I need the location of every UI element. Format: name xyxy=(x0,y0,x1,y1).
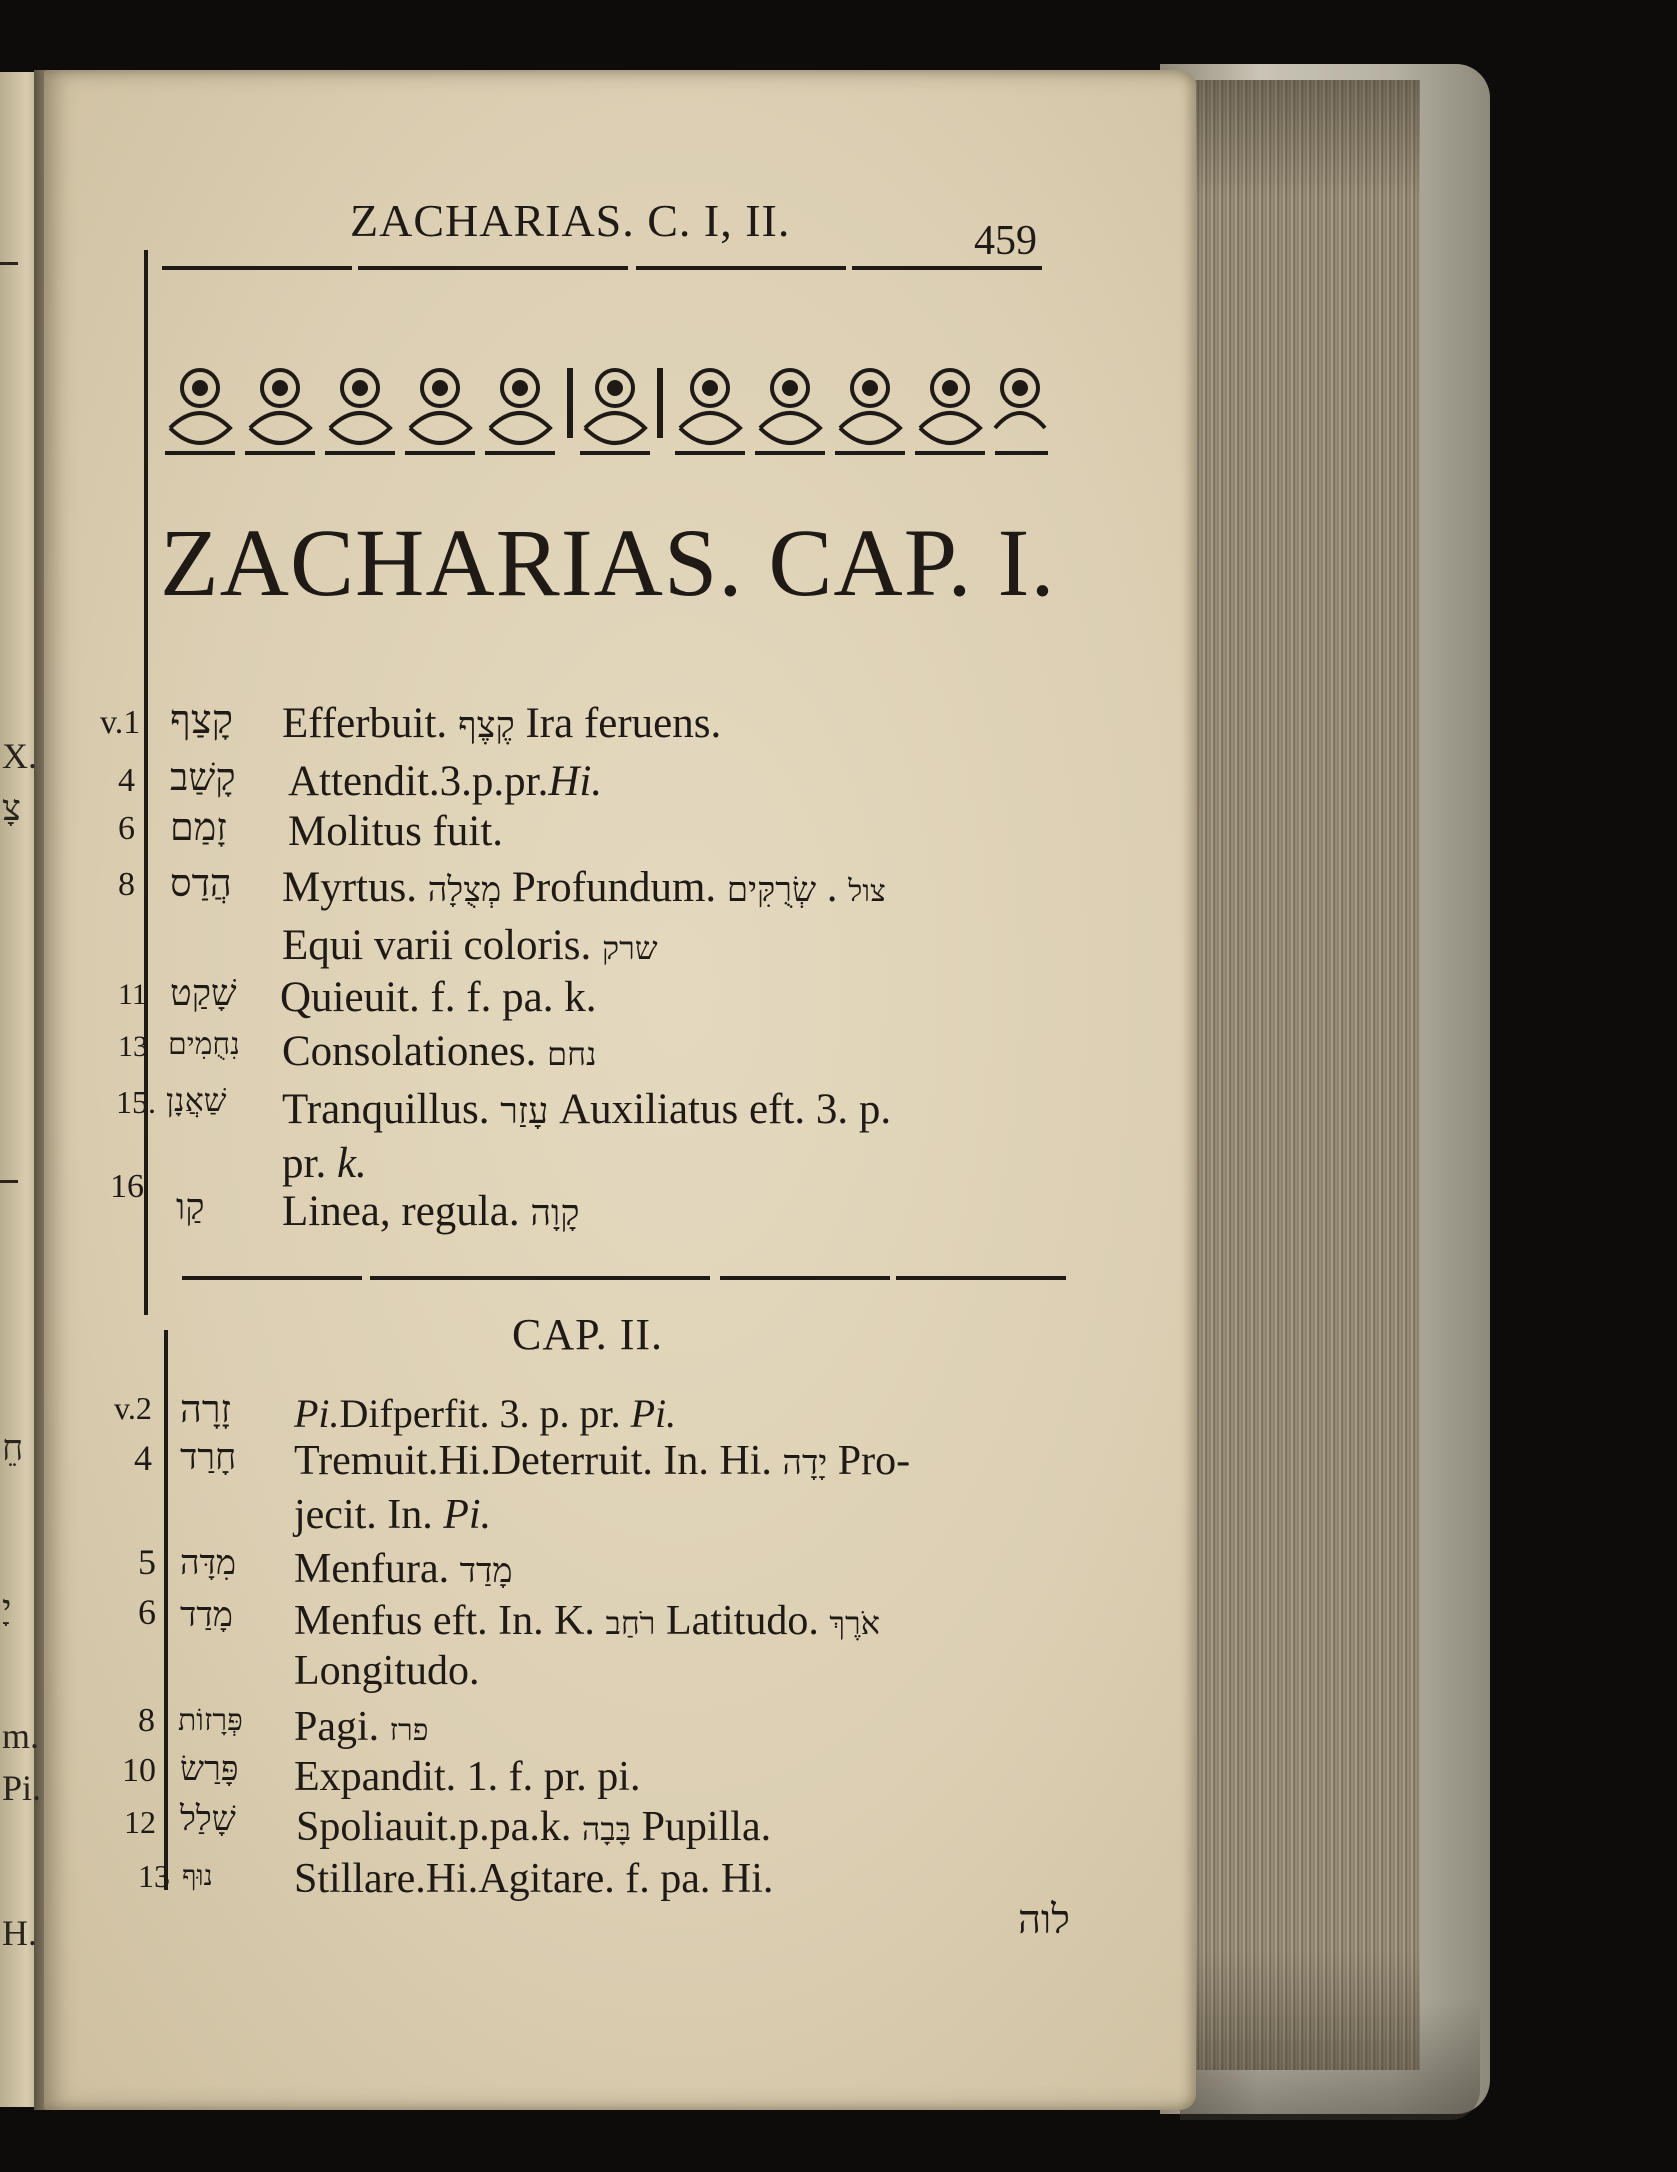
left-page-fragment: X. xyxy=(2,736,37,776)
definition-line xyxy=(282,1088,891,1131)
hebrew-headword: שַׁאֲנָן xyxy=(166,1081,227,1119)
verse-number: 6 xyxy=(138,1592,156,1632)
definition-text: Profundum. xyxy=(511,864,717,911)
verse-number: v.2 xyxy=(114,1390,152,1426)
hebrew-form: מָדַד xyxy=(459,1551,513,1591)
hebrew-headword: שָׁקַט xyxy=(170,973,237,1014)
verse-number: 8 xyxy=(118,866,135,903)
definition-text: Pagi. xyxy=(294,1704,380,1750)
definition-text: Tranquillus. xyxy=(282,1086,490,1133)
definition-text: Stillare.Hi.Agitare. f. pa. Hi. xyxy=(294,1856,774,1902)
hebrew-form: יָדָה xyxy=(782,1443,828,1483)
page-block-shading xyxy=(1190,80,1420,2070)
hebrew-headword: פָּרַשׂ xyxy=(180,1749,239,1789)
verse-number: 4 xyxy=(134,1438,152,1478)
definition-line xyxy=(294,1548,512,1590)
definition-abbrev: Hi. xyxy=(548,758,603,805)
definition-text: Auxiliatus eft. 3. p. xyxy=(559,1086,892,1133)
definition-line xyxy=(296,1806,771,1848)
catchword: לוה xyxy=(1018,1897,1070,1943)
verse-number: 15. xyxy=(116,1084,156,1120)
chapter-title: ZACHARIAS. CAP. I. xyxy=(160,509,1056,616)
definition-text: Myrtus. xyxy=(282,864,417,911)
hebrew-form: שרק xyxy=(602,929,658,967)
definition-text: Quieuit. f. f. pa. k. xyxy=(280,974,597,1021)
section-rule xyxy=(182,1276,362,1280)
definition-text: Latitudo. xyxy=(666,1598,819,1644)
flower-ornament-icon xyxy=(165,370,235,453)
left-page-fragment: צָ xyxy=(2,788,21,828)
flower-ornament-icon xyxy=(405,370,475,453)
definition-text: Difperfit. 3. p. pr. xyxy=(339,1391,621,1436)
definition-abbrev: Pi. xyxy=(443,1492,492,1538)
verse-number: 8 xyxy=(138,1702,155,1739)
definition-line xyxy=(282,1190,580,1233)
definition-line xyxy=(294,1494,491,1536)
hebrew-headword: שָׁלַל xyxy=(180,1799,236,1839)
definition-text: Molitus fuit. xyxy=(288,808,504,855)
definition-text: Menfura. xyxy=(294,1546,450,1592)
definition-text: Consolationes. xyxy=(282,1028,537,1075)
definition-line xyxy=(294,1440,910,1482)
hebrew-form: בָּבָה xyxy=(581,1810,632,1848)
definition-text: Pupilla. xyxy=(641,1804,772,1850)
verse-number: 13 xyxy=(118,1030,148,1063)
definition-line xyxy=(282,866,886,909)
verse-number: v.1 xyxy=(100,704,141,741)
left-page-fragment: H. xyxy=(2,1913,37,1953)
header-rule xyxy=(358,266,628,270)
page-number: 459 xyxy=(974,218,1037,264)
hebrew-form: רֹחַב xyxy=(605,1604,656,1642)
verse-number: 16 xyxy=(110,1168,144,1205)
flower-ornament-icon xyxy=(995,370,1048,453)
verse-number: 6 xyxy=(118,810,135,847)
header-rule xyxy=(162,266,352,270)
flower-ornament-icon xyxy=(835,370,905,453)
definition-text: Longitudo. xyxy=(294,1648,480,1694)
section-rule xyxy=(896,1276,1066,1280)
hebrew-headword: חָרַד xyxy=(180,1437,237,1478)
verse-number: 11 xyxy=(118,978,147,1011)
hebrew-headword: זָרָה xyxy=(180,1387,232,1431)
hebrew-headword: פְּרָזוֹת xyxy=(178,1703,243,1738)
margin-rule-upper xyxy=(144,250,148,1315)
definition-abbrev: k. xyxy=(336,1140,367,1187)
hebrew-headword: מִדָּה xyxy=(180,1543,237,1583)
left-page-rule xyxy=(0,262,18,265)
left-page-rule xyxy=(0,1180,18,1183)
hebrew-headword: זָמַם xyxy=(170,805,227,849)
hebrew-form: נחם xyxy=(547,1035,597,1073)
definition-text: Menfus eft. In. K. xyxy=(294,1598,595,1644)
definition-line xyxy=(282,1142,367,1185)
definition-line xyxy=(282,702,721,745)
definition-text: Ira feruens. xyxy=(525,700,722,747)
left-page-fragment: m. xyxy=(2,1716,40,1756)
definition-line xyxy=(282,924,658,967)
definition-line xyxy=(294,1600,880,1642)
left-page-fragment: יָ xyxy=(2,1588,12,1628)
hebrew-headword: נוּף xyxy=(182,1859,213,1892)
definition-text: Attendit.3.p.pr. xyxy=(288,758,549,805)
definition-text: . xyxy=(826,864,838,911)
definition-text: Spoliauit.p.pa.k. xyxy=(296,1804,572,1850)
section-rule xyxy=(720,1276,890,1280)
hebrew-form: עָזַר xyxy=(500,1091,549,1132)
definition-text: pr. xyxy=(282,1140,327,1187)
running-head: ZACHARIAS. C. I, II. xyxy=(350,195,791,246)
verse-number: 10 xyxy=(122,1752,156,1789)
flower-ornament-icon xyxy=(755,370,825,453)
flower-ornament-icon xyxy=(675,370,745,453)
definition-abbrev: Pi. xyxy=(294,1391,340,1436)
ornament-band xyxy=(160,358,1050,466)
definition-line xyxy=(280,976,596,1019)
definition-abbrev: Pi. xyxy=(630,1391,677,1436)
section-rule xyxy=(370,1276,710,1280)
definition-line xyxy=(288,760,602,803)
verse-number: 13 xyxy=(138,1858,170,1894)
definition-line xyxy=(294,1706,429,1748)
hebrew-form: צול xyxy=(848,874,886,909)
definition-text: Efferbuit. xyxy=(282,700,448,747)
hebrew-form: מְצֻלָה xyxy=(427,870,502,910)
margin-rule-lower xyxy=(164,1330,168,1890)
definition-line xyxy=(294,1756,640,1798)
hebrew-form: פרז xyxy=(389,1713,429,1748)
flower-ornament-icon xyxy=(245,370,315,453)
verse-number: 12 xyxy=(124,1804,156,1840)
flower-ornament-icon xyxy=(325,370,395,453)
definition-text: Tremuit.Hi.Deterruit. In. Hi. xyxy=(294,1438,772,1484)
hebrew-form: אֹרֶךְ xyxy=(829,1604,880,1642)
definition-line xyxy=(294,1391,677,1436)
hebrew-headword: נִחֻמִים xyxy=(168,1027,240,1062)
hebrew-form: קָוָה xyxy=(530,1193,580,1234)
hebrew-form: קֶצֶף xyxy=(457,705,515,746)
hebrew-headword: קָשַׁב xyxy=(170,755,236,799)
left-page-fragment: Pi. xyxy=(2,1768,42,1808)
flower-ornament-icon xyxy=(580,370,650,453)
hebrew-headword: קַו xyxy=(176,1187,205,1228)
definition-line xyxy=(282,1030,596,1073)
definition-text: jecit. In. xyxy=(294,1492,433,1538)
hebrew-headword: הֲדַס xyxy=(170,861,232,905)
definition-line xyxy=(288,810,503,853)
hebrew-headword: קָצַף xyxy=(170,697,234,743)
verse-number: 5 xyxy=(138,1542,156,1582)
definition-text: Pro- xyxy=(837,1438,911,1484)
definition-line xyxy=(294,1650,480,1692)
flower-ornament-icon xyxy=(915,370,985,453)
flower-ornament-icon xyxy=(485,370,555,453)
chapter-subtitle: CAP. II. xyxy=(512,1310,664,1359)
hebrew-form: שְׂרֻקִּים xyxy=(726,870,817,910)
verse-number: 4 xyxy=(118,762,135,799)
definition-text: Equi varii coloris. xyxy=(282,922,592,969)
definition-text: Linea, regula. xyxy=(282,1188,520,1235)
header-rule xyxy=(636,266,846,270)
hebrew-headword: מָדַד xyxy=(180,1595,233,1635)
header-rule xyxy=(852,266,1042,270)
definition-line xyxy=(294,1858,773,1900)
left-page-fragment: חֵ xyxy=(2,1428,24,1468)
definition-text: Expandit. 1. f. pr. pi. xyxy=(294,1754,641,1800)
